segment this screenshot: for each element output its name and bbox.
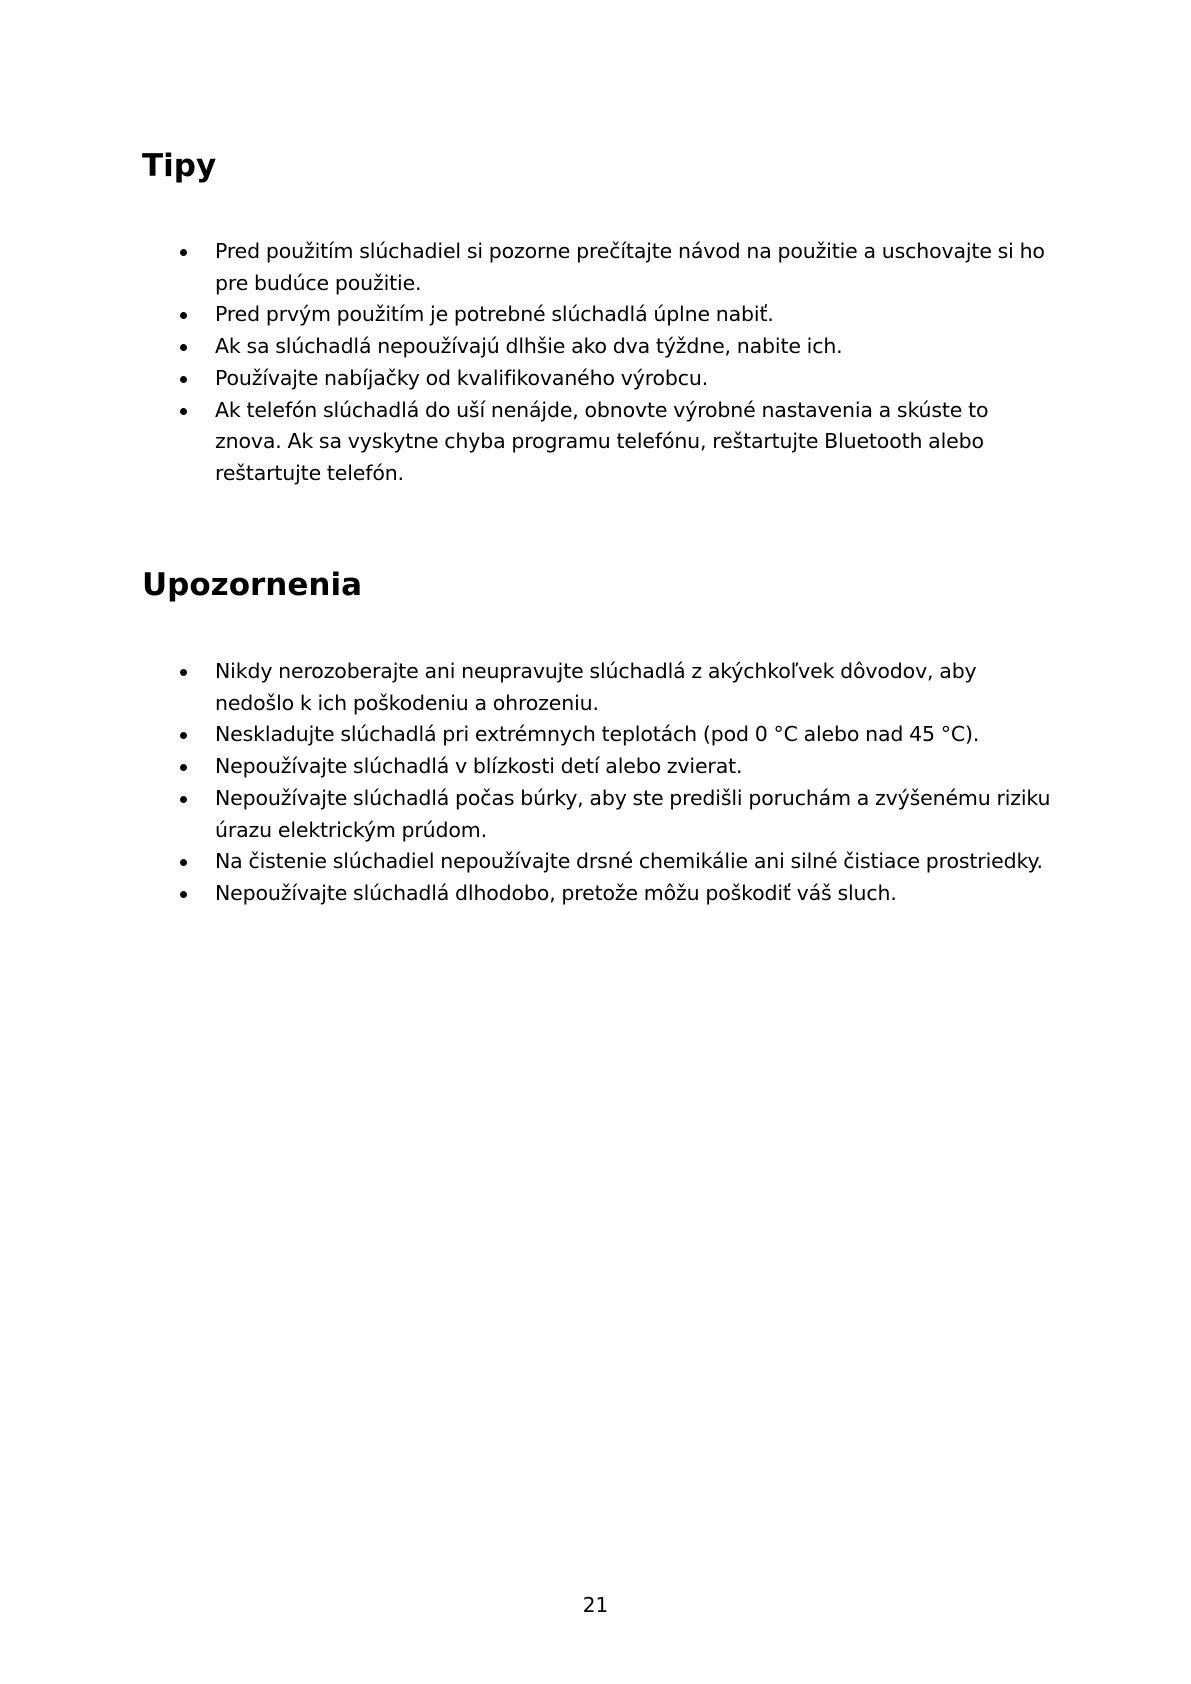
list-item-text: Neskladujte slúchadlá pri extrémnych teplotách (pod 0 °C alebo nad 45 °C). xyxy=(215,722,980,747)
list-item-text: Nikdy nerozoberajte ani neupravujte slúchadlá z akýchkoľvek dôvodov, aby nedošlo k ich poškodeniu a ohrozeniu. xyxy=(215,659,977,715)
bullet-icon xyxy=(180,796,187,803)
bullet-icon xyxy=(180,859,187,866)
list-item xyxy=(0,783,1191,846)
list-item xyxy=(0,331,1191,363)
list-item-text: Používajte nabíjačky od kvalifikovaného výrobcu. xyxy=(215,365,709,390)
bullet-icon xyxy=(180,669,187,676)
list-item-text: Nepoužívajte slúchadlá počas búrky, aby ste predišli poruchám a zvýšenému riziku úrazu elektrickým prúdom. xyxy=(215,785,1051,842)
bullet-icon xyxy=(180,312,187,319)
section-heading-warnings: Upozornenia xyxy=(142,567,362,603)
list-item xyxy=(0,878,1191,910)
list-item-text: Ak sa slúchadlá nepoužívajú dlhšie ako dva týždne, nabite ich. xyxy=(215,334,843,359)
list-item-text: Nepoužívajte slúchadlá v blízkosti detí alebo zvierat. xyxy=(215,754,743,779)
list-item xyxy=(0,846,1191,878)
bullet-icon xyxy=(180,249,187,256)
list-item-text: Pred použitím slúchadiel si pozorne prečítajte návod na použitie a uschovajte si ho pre budúce použitie. xyxy=(215,239,1045,295)
list-item xyxy=(0,299,1191,331)
list-item-text: Nepoužívajte slúchadlá dlhodobo, pretože môžu poškodiť váš sluch. xyxy=(215,880,897,905)
list-item xyxy=(0,363,1191,395)
bullet-icon xyxy=(180,376,187,383)
list-item xyxy=(0,719,1191,751)
bullet-icon xyxy=(180,344,187,351)
list-item xyxy=(0,395,1191,490)
list-item xyxy=(0,751,1191,783)
list-item xyxy=(0,236,1191,299)
bullet-icon xyxy=(180,732,187,739)
list-item-text: Ak telefón slúchadlá do uší nenájde, obnovte výrobné nastavenia a skúste to znova. Ak sa vyskytne chyba programu telefónu, reštartujte Bluetooth alebo reštartujte telefón. xyxy=(215,397,989,485)
bullet-icon xyxy=(180,408,187,415)
list-item-text: Pred prvým použitím je potrebné slúchadlá úplne nabiť. xyxy=(215,302,774,327)
bullet-icon xyxy=(180,891,187,898)
tips-list xyxy=(0,236,1191,490)
section-heading-tips: Tipy xyxy=(142,148,217,184)
list-item-text: Na čistenie slúchadiel nepoužívajte drsné chemikálie ani silné čistiace prostriedky. xyxy=(215,849,1043,874)
warnings-list xyxy=(0,656,1191,910)
bullet-icon xyxy=(180,764,187,771)
list-item xyxy=(0,656,1191,719)
page-number: 21 xyxy=(582,1593,609,1617)
